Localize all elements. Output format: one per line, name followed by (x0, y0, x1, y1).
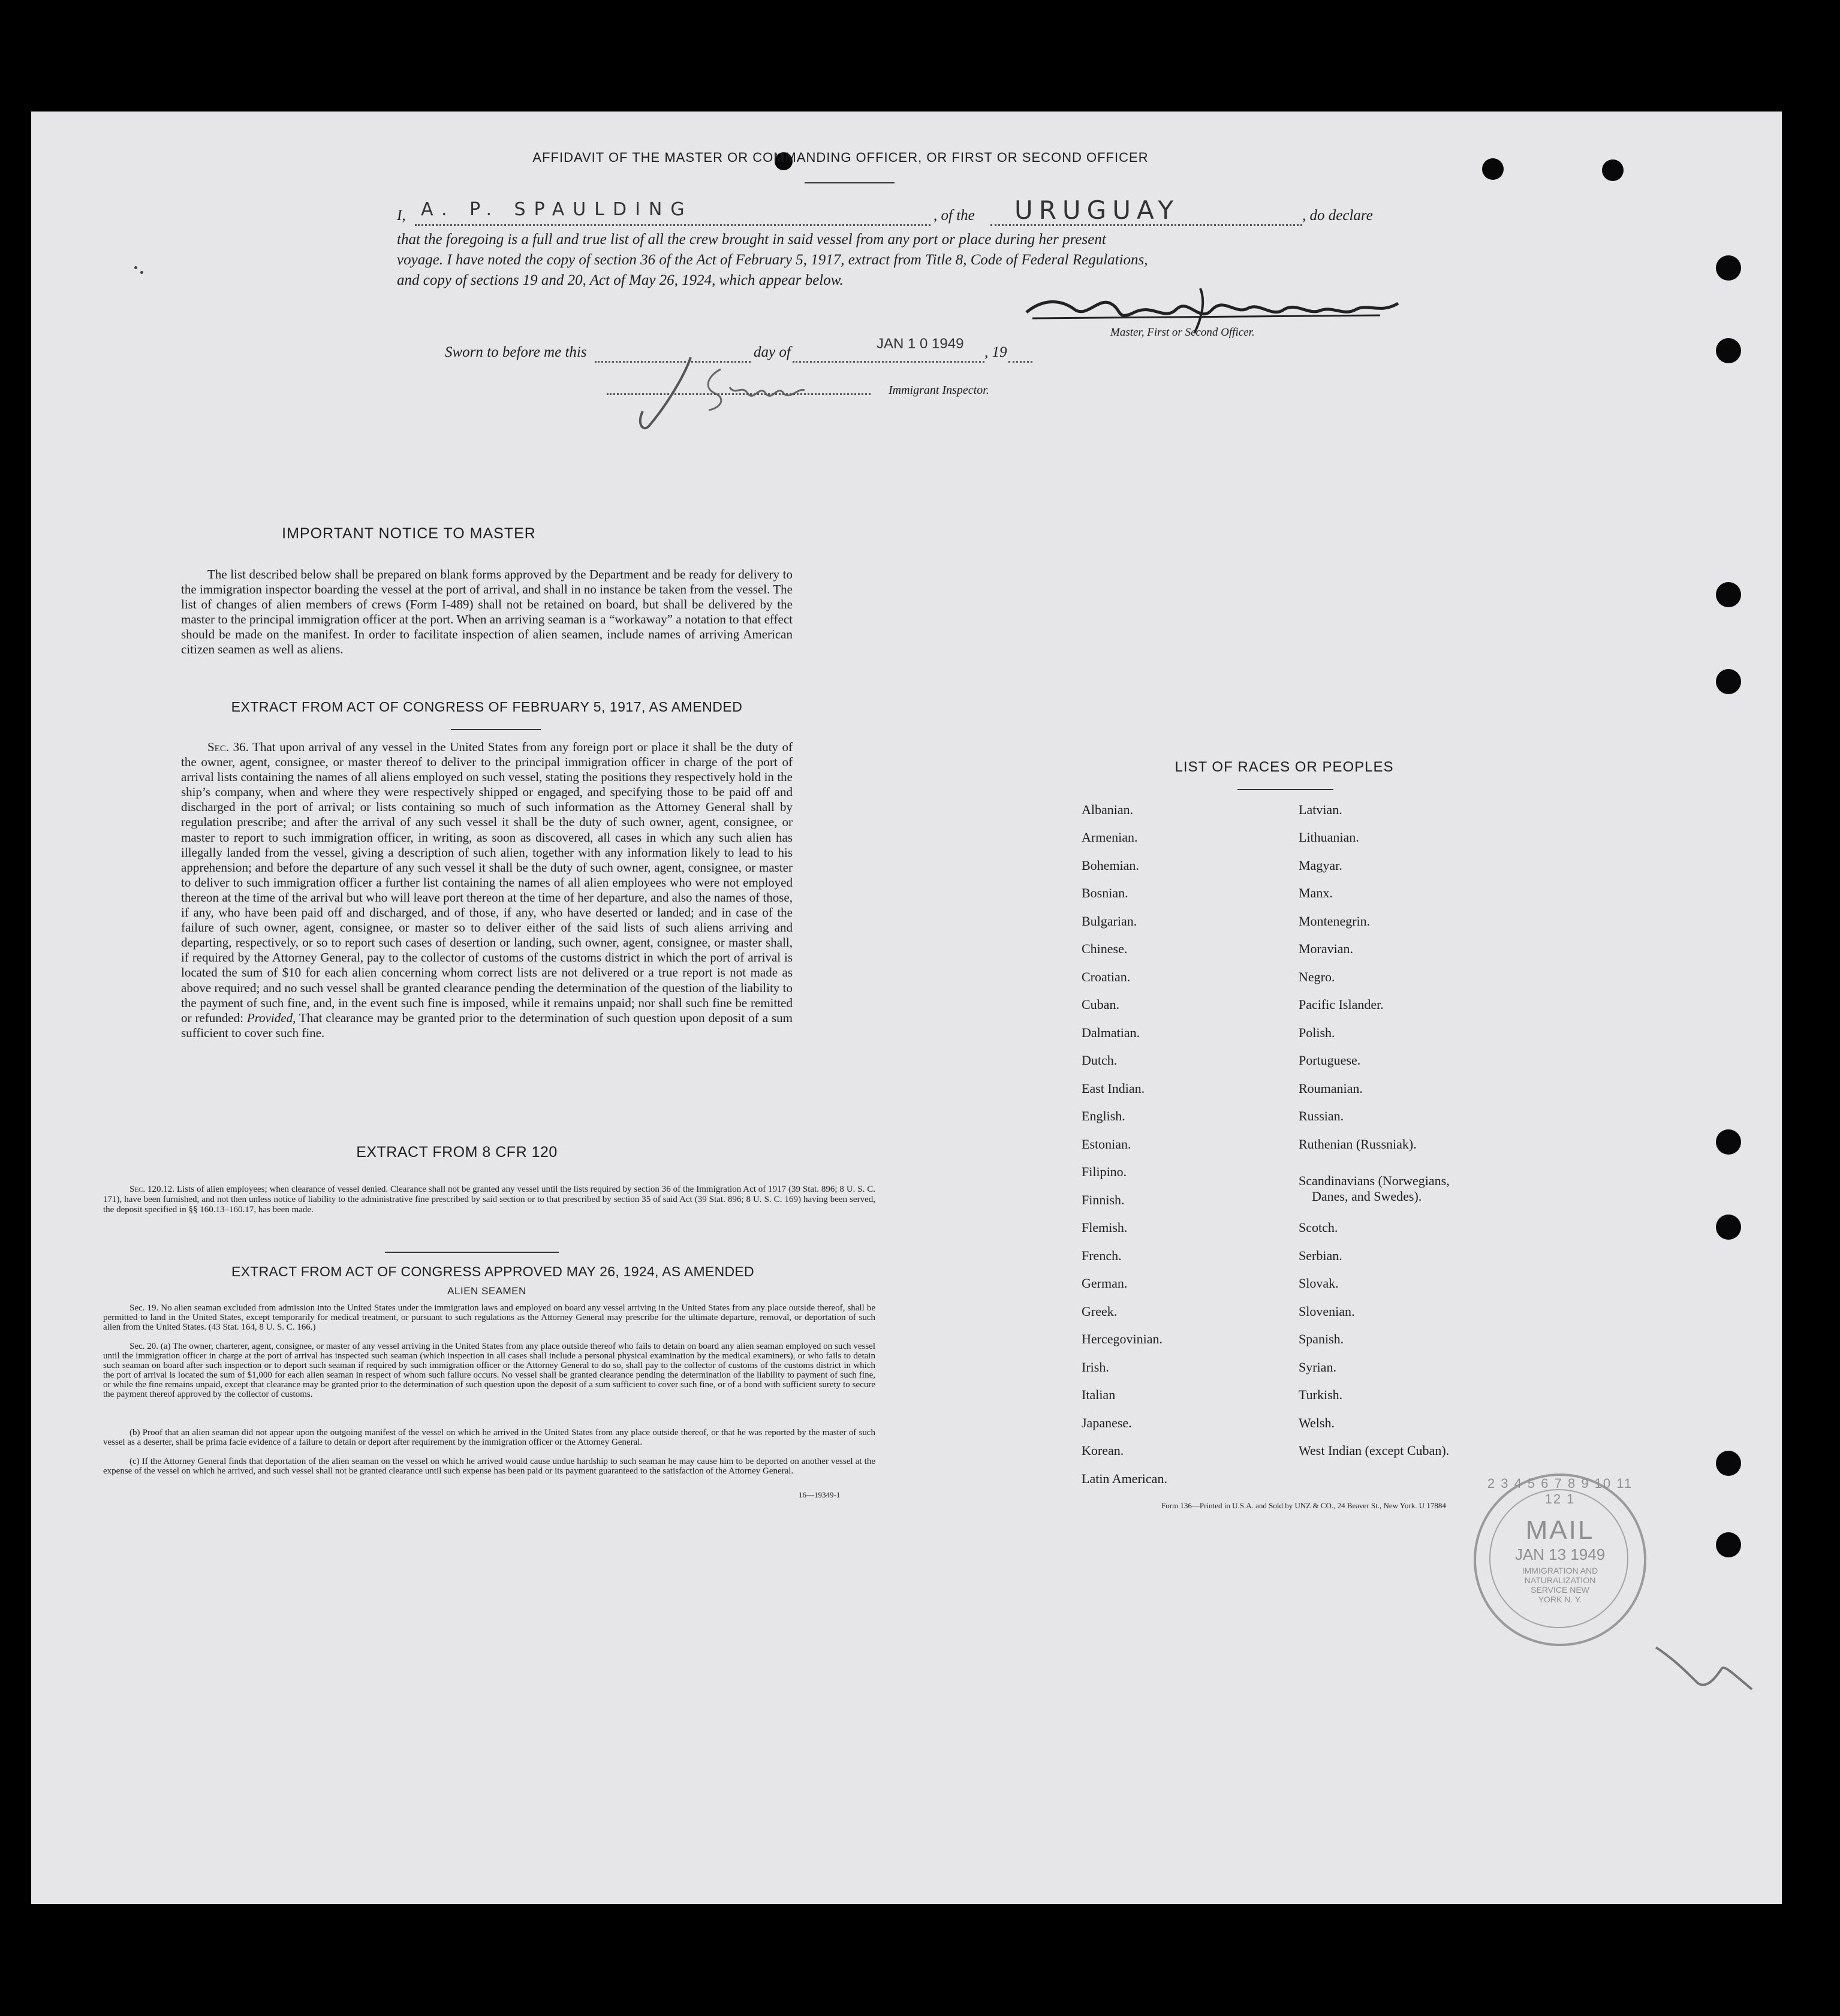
sec36-text: That upon arrival of any vessel in the United States from any foreign port or place it shall be the duty of the owner, agent, consignee, or master thereof to deliver to the principal immigration officer in charge of the port of arrival lists containing the names of all aliens employed on such vessel, stating the positions they respectively hold in the ship’s company, when and where they were respectively shipped or engaged, and specifying those to be paid off and discharged in the port of arrival; or lists containing so much of such information as the Attorney General shall by regulation prescribe; and after the arrival of any such vessel it shall be the duty of such owner, agent, consignee, or master to report to such immigration officer, in writing, as soon as discovered, all cases in which any such alien has illegally landed from the vessel, giving a description of such alien, together with any information likely to lead to his apprehension; and before the departure of any such vessel it shall be the duty of such owner, agent, consignee, or master to deliver to such immigration officer a further list containing the names of all alien employees who were not employed thereon at the time of the arrival but who will leave port thereon at the time of her departure, and also the names of those, if any, who have been paid off and discharged, and of those, if any, who have deserted or landed; and in case of the failure of such owner, agent, consignee, or master so to deliver either of the said lists of such aliens arriving and departing, respectively, or so to report such cases of desertion or landing, such owner, agent, consignee, or master shall, if required by the Attorney General, pay to the collector of customs of the customs district in which the port of arrival is located the sum of $10 for each alien concerning whom correct lists are not delivered or a true report is not made as above required; and no such vessel shall be granted clearance pending the determination of the question of the liability to the payment of such fine, and, in the event such fine is imposed, while it remains unpaid; nor shall such fine be remitted or refunded: (181, 740, 793, 1025)
master-caption: Master, First or Second Officer. (1110, 326, 1255, 339)
binder-hole (1716, 669, 1741, 694)
race-item: Chinese. (1082, 941, 1128, 956)
race-item: West Indian (except Cuban). (1299, 1443, 1450, 1458)
i-label: I, (397, 207, 406, 224)
sec120-text: Lists of alien employees; when clearance of vessel denied. Clearance shall not be granted any vessel until the lists required by section 36 of the Immigration Act of 1917 (39 Stat. 896; 8 U. S. C. 171), have been furnished, and not then unless notice of liability to the administrative fine prescribed by said section or to that prescribed by section 35 of said Act (39 Stat. 896; 8 U. S. C. 169) having been served, the deposit specified in §§ 160.13–160.17, has been made. (103, 1185, 876, 1215)
sec120-label: Sec. 120.12. (130, 1185, 175, 1194)
provided-label: Provided, (246, 1010, 296, 1025)
binder-hole (1716, 1451, 1741, 1476)
master-name-handwritten: A. P. SPAULDING (421, 199, 693, 220)
cfr-body (103, 1185, 875, 1215)
race-item: French. (1082, 1248, 1122, 1263)
affidavit-title: AFFIDAVIT OF THE MASTER OR COMMANDING OFFICER, OR FIRST OR SECOND OFFICER (532, 150, 1149, 165)
binder-hole (1716, 255, 1741, 281)
proviso-text: That clearance may be granted prior to the determination of such question upon deposit of a sum sufficient to cover such fine. (181, 1010, 793, 1040)
speck (140, 271, 143, 274)
race-item: Serbian. (1299, 1248, 1342, 1263)
vessel-name-stamped: URUGUAY (1014, 195, 1180, 225)
printer-note: Form 136—Printed in U.S.A. and Sold by UNZ & CO., 24 Beaver St., New York. U 17884 (1161, 1501, 1446, 1510)
fill-line (1008, 361, 1032, 363)
binder-hole (1602, 159, 1624, 181)
binder-hole (1716, 582, 1741, 607)
race-item: Lithuanian. (1299, 830, 1359, 845)
affidavit-line2: that the foregoing is a full and true list of all the crew brought in said vessel from any port or place during her present (397, 231, 1106, 248)
race-item: German. (1082, 1276, 1128, 1291)
race-item: Irish. (1082, 1360, 1109, 1375)
race-item: Negro. (1299, 969, 1335, 984)
race-item: Portuguese. (1299, 1053, 1361, 1068)
race-item: Scandinavians (Norwegians, (1299, 1173, 1450, 1188)
race-item: Bosnian. (1082, 885, 1128, 900)
day-of-label: day of (754, 344, 791, 360)
speck (134, 266, 137, 269)
race-item: Turkish. (1299, 1387, 1343, 1402)
affidavit-line1 (397, 195, 1416, 229)
fill-line (607, 393, 871, 395)
race-item: Albanian. (1082, 802, 1134, 817)
race-item: Finnish. (1082, 1192, 1125, 1207)
binder-hole (1716, 338, 1741, 363)
postmark-word: MAIL (1525, 1515, 1595, 1545)
cfr-title: EXTRACT FROM 8 CFR 120 (356, 1144, 558, 1161)
inspector-caption: Immigrant Inspector. (889, 384, 989, 397)
postmark-text: IMMIGRATION AND NATURALIZATION SERVICE NEW YORK N. Y. (1522, 1566, 1598, 1604)
binder-hole (1716, 1215, 1741, 1240)
corner-pencil-mark (1650, 1641, 1758, 1713)
race-item: Korean. (1082, 1443, 1124, 1458)
of-the-label: , of the (933, 207, 975, 224)
race-item: Manx. (1299, 885, 1333, 900)
race-item: Danes, and Swedes). (1312, 1189, 1422, 1204)
affidavit-line4: and copy of sections 19 and 20, Act of May 26, 1924, which appear below. (397, 272, 844, 288)
race-item: Estonian. (1082, 1137, 1131, 1152)
race-item: Latvian. (1299, 802, 1342, 817)
race-item: Syrian. (1299, 1360, 1336, 1375)
race-item: Hercegovinian. (1082, 1331, 1163, 1346)
race-item: Slovenian. (1299, 1304, 1355, 1319)
extract-1917-body (181, 740, 793, 1041)
race-item: Montenegrin. (1299, 914, 1371, 929)
race-item: Filipino. (1082, 1164, 1127, 1179)
race-item: Polish. (1299, 1025, 1335, 1040)
extract-1924-title: EXTRACT FROM ACT OF CONGRESS APPROVED MAY 26, 1924, AS AMENDED (231, 1264, 754, 1279)
sworn-label: Sworn to before me this (445, 344, 587, 360)
race-item: Dalmatian. (1082, 1025, 1140, 1040)
race-item: Flemish. (1082, 1220, 1128, 1235)
form-code: 16—19349-1 (799, 1490, 841, 1499)
divider (805, 182, 895, 183)
race-item: Scotch. (1299, 1220, 1338, 1235)
sec19-text: Sec. 19. No alien seaman excluded from admission into the United States under the immigration laws and employed on board any vessel arriving in the United States from any place outside thereof, shall be permitted to land in the United States, except temporarily for medical treatment, or pursuant to such regulations as the Attorney General may prescribe for the ultimate departure, removal, or deportation of such alien from the United States. (43 Stat. 164, 8 U. S. C. 166.) (103, 1303, 875, 1332)
sec20a-text: Sec. 20. (a) The owner, charterer, agent, consignee, or master of any vessel arriving in the United States from any place outside thereof who fails to detain on board any alien seaman employed on such vessel until the immigration officer in charge at the port of arrival has inspected such seaman (which inspection in all cases shall include a personal physical examination by the medical examiners), or who fails to detain such seaman on board after such inspection or to deport such seaman if required by such immigration officer or the Attorney General to do so, shall pay to the collector of customs of the customs district in which the port of arrival is located the sum of $1,000 for each alien seaman in respect of whom such failure occurs. No vessel shall be granted clearance pending the determination of the liability to payment of such fine, or while the fine remains unpaid, except that clearance may be granted prior to the determination of such question upon the deposit of a sum sufficient to cover such fine, or of a bond with sufficient surety to secure the payment thereof approved by the collector of customs. (103, 1342, 875, 1399)
postmark-date: JAN 13 1949 (1514, 1545, 1606, 1563)
extract-1917-title: EXTRACT FROM ACT OF CONGRESS OF FEBRUARY 5, 1917, AS AMENDED (231, 699, 743, 715)
race-item: Spanish. (1299, 1331, 1344, 1346)
do-declare-label: , do declare (1302, 207, 1373, 224)
document-page (31, 112, 1782, 1904)
divider (1237, 789, 1333, 790)
race-item: Italian (1082, 1387, 1116, 1402)
race-item: Greek. (1082, 1304, 1118, 1319)
race-item: Japanese. (1082, 1415, 1132, 1430)
divider (451, 729, 541, 730)
sec20c-text: (c) If the Attorney General finds that deportation of the alien seaman on the vessel on which he arrived would cause undue hardship to such seaman he may cause him to be deported on another vessel at the expense of the vessel on which he arrived, and such vessel shall not be granted clearance until such expense has been paid or its payment guaranteed to the satisfaction of the Attorney General. (103, 1457, 875, 1476)
race-item: Cuban. (1082, 997, 1119, 1012)
postmark-digits: 2 3 4 5 6 7 8 9 10 11 12 1 (1487, 1476, 1633, 1506)
race-item: Slovak. (1299, 1276, 1339, 1291)
alien-seamen-subtitle: ALIEN SEAMEN (447, 1285, 526, 1297)
affidavit-line3: voyage. I have noted the copy of section 36 of the Act of February 5, 1917, extract from Title 8, Code of Federal Regulations, (397, 252, 1148, 268)
divider (385, 1252, 559, 1253)
race-item: Pacific Islander. (1299, 997, 1384, 1012)
race-item: Dutch. (1082, 1053, 1118, 1068)
race-item: Bohemian. (1082, 858, 1139, 873)
sec20b-text: (b) Proof that an alien seaman did not appear upon the outgoing manifest of the vessel on which he arrived in the United States from any place outside thereof, or that he was reported by the master of such vessel as a deserter, shall be prima facie evidence of a failure to detain or deport after requirement by the immigration officer or the Attorney General. (103, 1428, 875, 1447)
race-item: Roumanian. (1299, 1081, 1363, 1096)
race-item: East Indian. (1082, 1081, 1145, 1096)
race-item: Ruthenian (Russniak). (1299, 1137, 1417, 1152)
mail-postmark-stamp (1474, 1473, 1646, 1646)
race-item: Moravian. (1299, 941, 1354, 956)
stamped-date: JAN 1 0 1949 (877, 336, 964, 352)
race-item: Bulgarian. (1082, 914, 1137, 929)
race-item: Armenian. (1082, 830, 1138, 845)
race-item: Latin American. (1082, 1471, 1167, 1486)
fill-line (415, 224, 930, 226)
races-title: LIST OF RACES OR PEOPLES (1175, 759, 1394, 775)
race-item: Croatian. (1082, 969, 1131, 984)
notice-title: IMPORTANT NOTICE TO MASTER (282, 525, 536, 542)
race-item: Welsh. (1299, 1415, 1335, 1430)
sec36-label: Sec. 36. (207, 740, 249, 754)
binder-hole (1716, 1532, 1741, 1557)
race-item: English. (1082, 1108, 1125, 1123)
binder-hole (1716, 1129, 1741, 1155)
fill-line (990, 224, 1302, 226)
race-item: Magyar. (1299, 858, 1342, 873)
year-label: , 19 (984, 344, 1007, 360)
binder-hole (1482, 158, 1504, 180)
race-item: Russian. (1299, 1108, 1344, 1123)
notice-body: The list described below shall be prepared on blank forms approved by the Department and be ready for delivery to the immigration inspector boarding the vessel at the port of arrival, and shall in no instance be taken from the vessel. The list of changes of alien members of crews (Form I-489) shall not be retained on board, but shall be delivered by the master to the principal immigration officer at the port. When an arriving seaman is a “workaway” a notation to that effect should be made on the manifest. In order to facilitate inspection of alien seamen, include names of arriving American citizen seamen as well as aliens. (181, 567, 793, 656)
